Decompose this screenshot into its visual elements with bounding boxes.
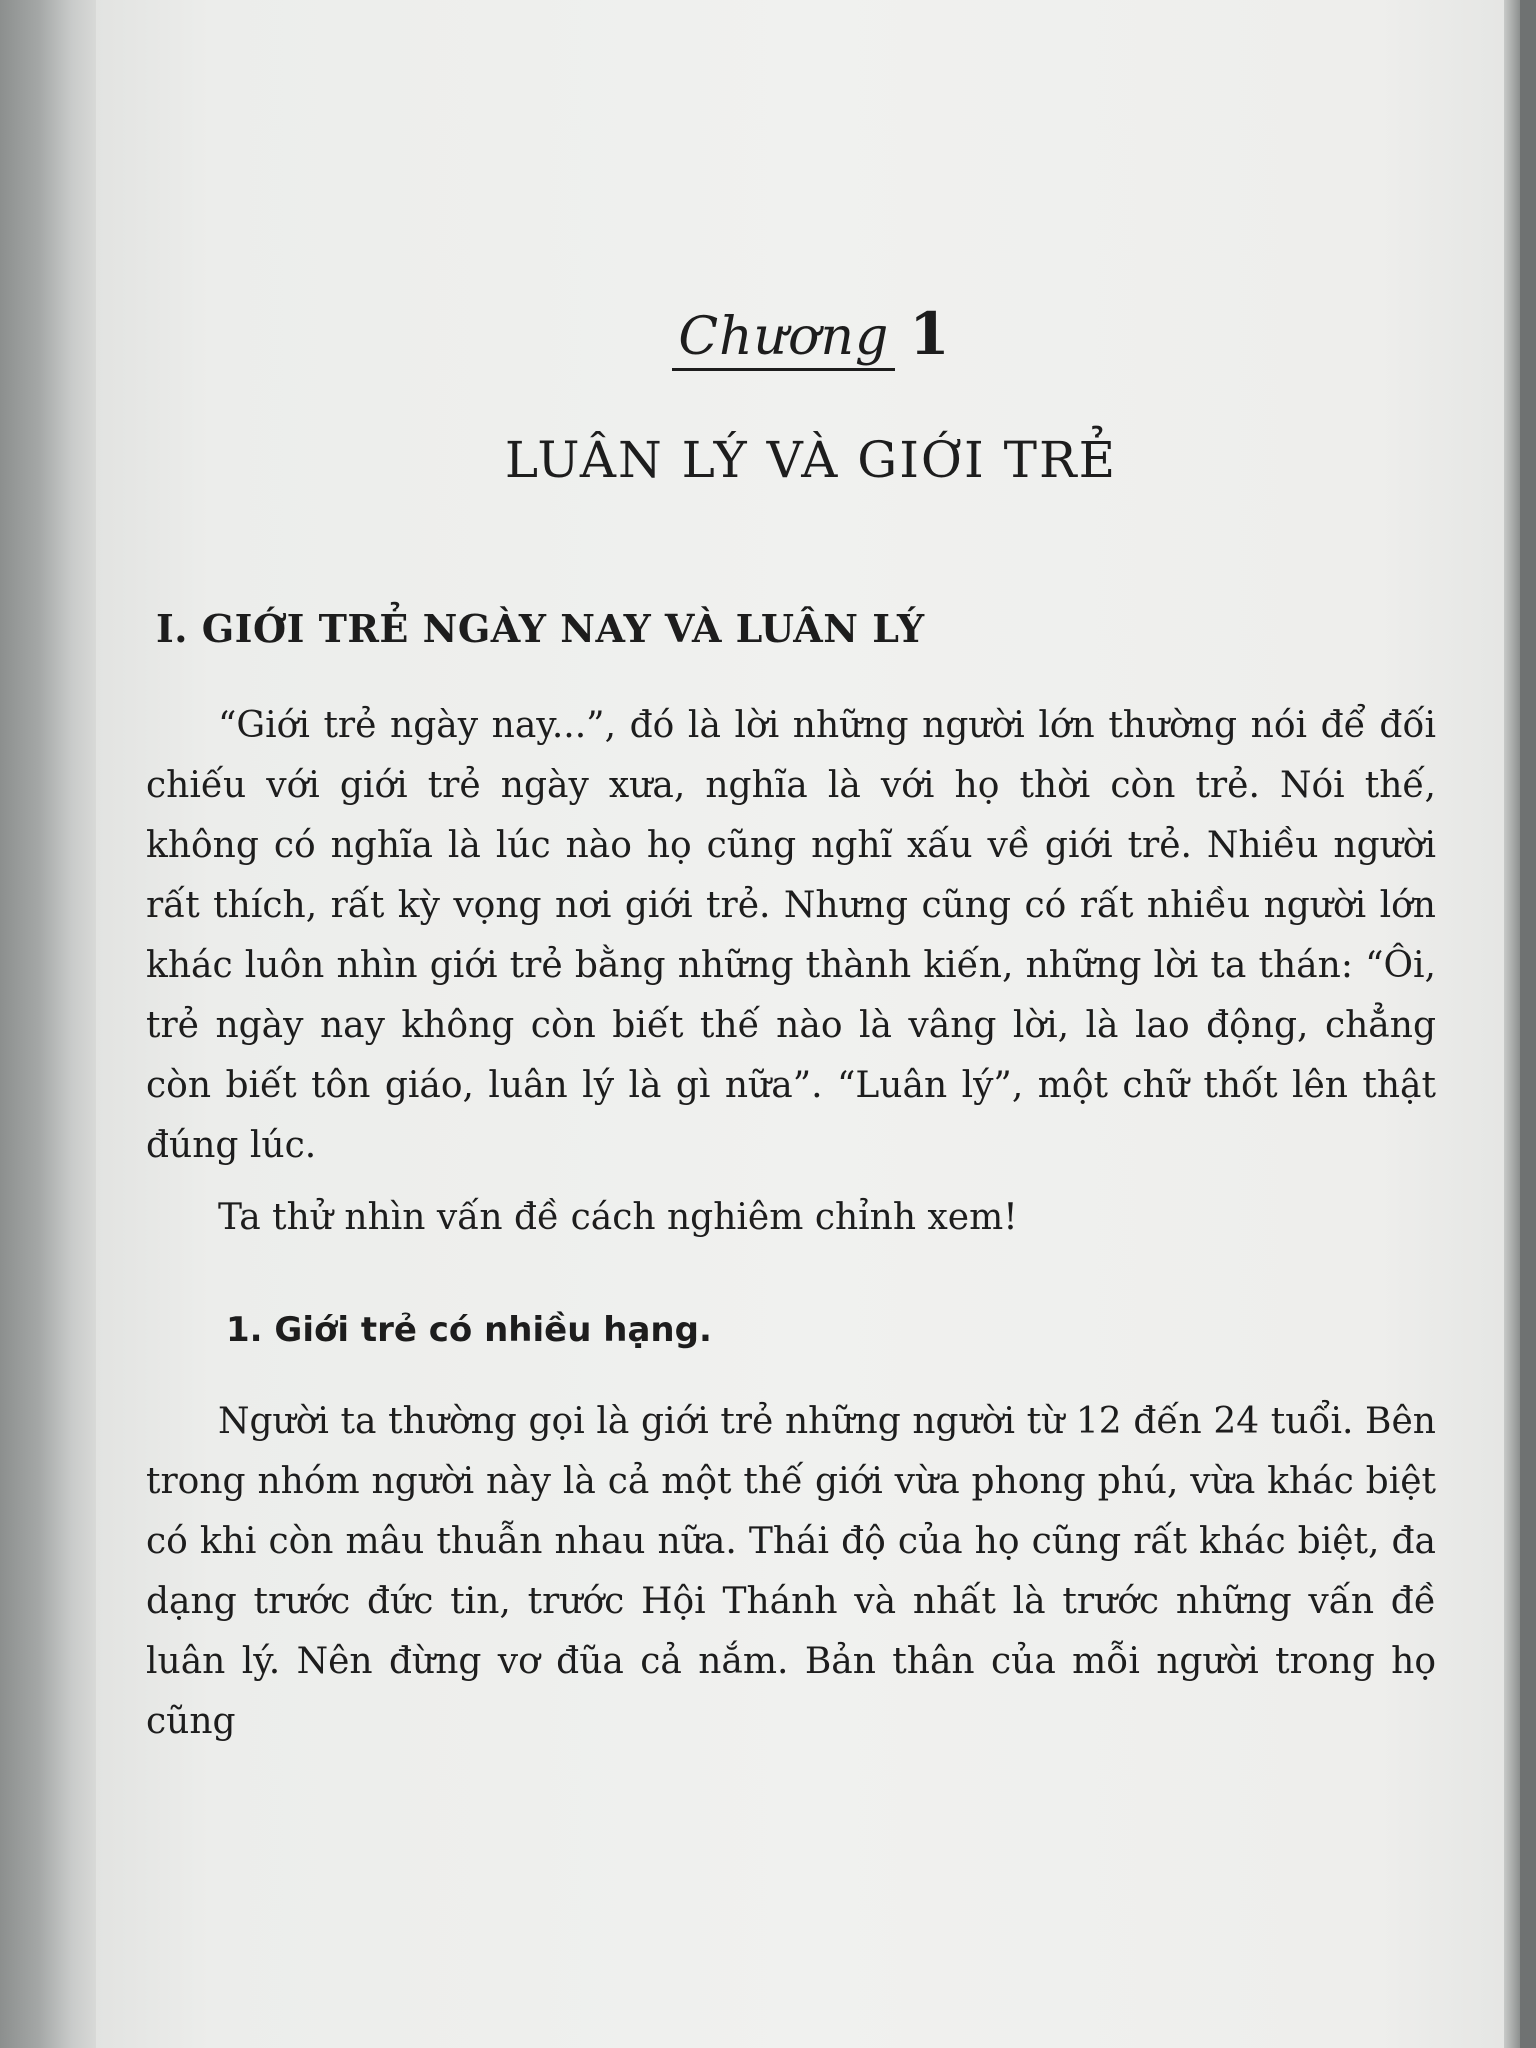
body-paragraph: Người ta thường gọi là giới trẻ những người từ 12 đến 24 tuổi. Bên trong nhóm người này là cả một thế giới vừa phong phú, vừa khác biệt có khi còn mâu thuẫn nhau nữa. Thái độ của họ cũng rất khác biệt, đa dạng trước đức tin, trước Hội Thánh và nhất là trước những vấn đề luân lý. Nên đừng vơ đũa cả nắm. Bản thân của mỗi người trong họ cũng [146,1401,1436,1743]
chapter-word: Chương [672,309,895,371]
section-heading: I. GIỚI TRẺ NGÀY NAY VÀ LUÂN LÝ [156,606,925,651]
page-content [146,300,1436,1752]
chapter-title: LUÂN LÝ VÀ GIỚI TRẺ [504,431,1118,489]
body-paragraph: “Giới trẻ ngày nay...”, đó là lời những người lớn thường nói để đối chiếu với giới trẻ ngày xưa, nghĩa là với họ thời còn trẻ. Nói thế, không có nghĩa là lúc nào họ cũng nghĩ xấu về giới trẻ. Nhiều người rất thích, rất kỳ vọng nơi giới trẻ. Nhưng cũng có rất nhiều người lớn khác luôn nhìn giới trẻ bằng những thành kiến, những lời ta thán: “Ôi, trẻ ngày nay không còn biết thế nào là vâng lời, là lao động, chẳng còn biết tôn giáo, luân lý là gì nữa”. “Luân lý”, một chữ thốt lên thật đúng lúc. [146,704,1436,1166]
book-spine-shadow [0,0,96,2048]
book-page [96,0,1520,2048]
subsection-heading: 1. Giới trẻ có nhiều hạng. [226,1309,712,1350]
chapter-label [186,300,1436,396]
page-edge [1504,0,1520,2048]
body-paragraph: Ta thử nhìn vấn đề cách nghiêm chỉnh xem! [218,1196,1018,1238]
chapter-number: 1 [909,300,950,368]
